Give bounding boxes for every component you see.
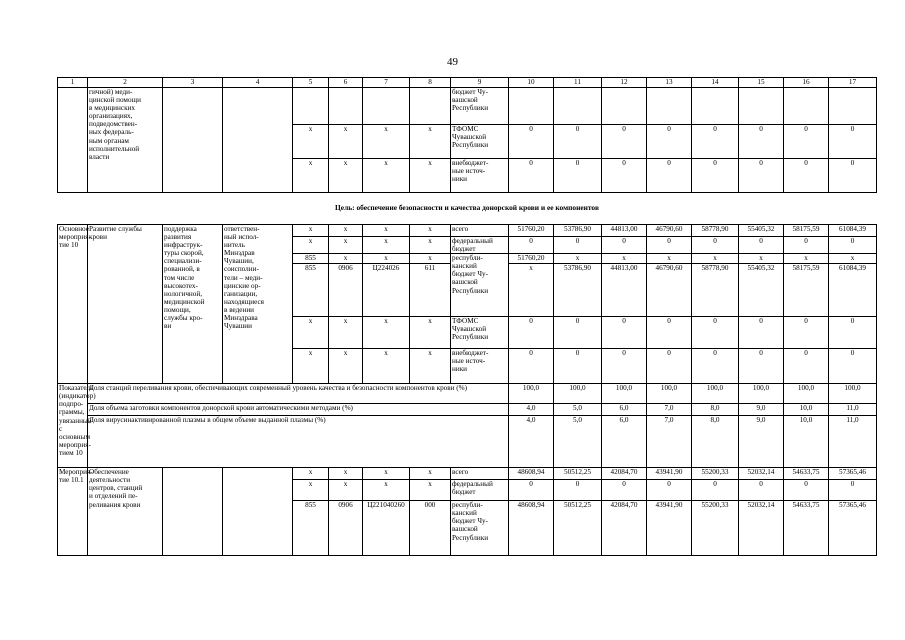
table-cell <box>163 88 223 193</box>
indicator-row <box>58 384 877 404</box>
value-cell: 0 <box>692 237 739 254</box>
value-cell: 0 <box>554 349 602 384</box>
code-cell: х <box>293 125 329 159</box>
event-number: Основное мероприя- тие 10 <box>58 225 88 384</box>
value-cell: 100,0 <box>554 384 602 404</box>
goal-heading: Цель: обеспечение безопасности и качества донорской крови и ее компонентов <box>58 193 877 225</box>
code-cell: х <box>363 349 410 384</box>
value-cell: 0 <box>784 237 829 254</box>
value-cell: 11,0 <box>829 404 877 416</box>
value-cell: 0 <box>829 317 877 349</box>
col-header: 1 <box>58 78 88 88</box>
value-cell: 0 <box>647 159 692 193</box>
value-cell: 43941,90 <box>647 468 692 480</box>
code-cell: х <box>293 225 329 237</box>
indicator-title: Показатель (индикатор) подпро- граммы, увязанный с основным мероприя- тием 10 <box>58 384 88 468</box>
value-cell: 50512,25 <box>554 468 602 480</box>
value-cell: 100,0 <box>829 384 877 404</box>
value-cell: 53786,90 <box>554 225 602 237</box>
value-cell: 0 <box>509 317 554 349</box>
value-cell: 5,0 <box>554 404 602 416</box>
col-header: 16 <box>784 78 829 88</box>
value-cell: 42084,70 <box>602 501 647 556</box>
value-cell: 0 <box>509 237 554 254</box>
table-cell <box>554 88 602 125</box>
value-cell: х <box>739 254 784 264</box>
table-row <box>58 88 877 125</box>
value-cell: 0 <box>784 317 829 349</box>
value-cell: 0 <box>739 349 784 384</box>
event-name: Обеспечение деятельности центров, станций и отделений пе- реливания крови <box>88 468 163 556</box>
value-cell: 0 <box>739 317 784 349</box>
code-cell: 0906 <box>329 501 363 556</box>
source-cell: внебюджет- ные источ- ники <box>451 159 509 193</box>
code-cell: х <box>410 225 451 237</box>
code-cell: х <box>293 159 329 193</box>
source-cell: ТФОМС Чувашской Республики <box>451 125 509 159</box>
header-row <box>58 78 877 88</box>
col-header: 7 <box>363 78 410 88</box>
value-cell: 0 <box>602 125 647 159</box>
event-executor: ответствен- ный испол- нитель Минздрав Чувашии, соисполни- тели – меди- цинские ор- ганизации, находящиеся в ведении Минздрава Чувашии <box>223 225 293 384</box>
value-cell: х <box>602 254 647 264</box>
value-cell: 7,0 <box>647 416 692 468</box>
value-cell: х <box>784 254 829 264</box>
value-cell: 0 <box>509 480 554 501</box>
value-cell: 51760,20 <box>509 254 554 264</box>
value-cell: 0 <box>602 317 647 349</box>
value-cell: 55405,32 <box>739 225 784 237</box>
value-cell: 58778,90 <box>692 264 739 317</box>
value-cell: 0 <box>829 237 877 254</box>
source-cell: ТФОМС Чувашской Республики <box>451 317 509 349</box>
value-cell: 46790,60 <box>647 225 692 237</box>
source-cell: бюджет Чу- вашской Республики <box>451 88 509 125</box>
value-cell: 0 <box>509 349 554 384</box>
code-cell: х <box>293 480 329 501</box>
code-cell: х <box>363 125 410 159</box>
event-number: Мероприя- тие 10.1 <box>58 468 88 556</box>
value-cell: 0 <box>554 237 602 254</box>
value-cell: 0 <box>739 237 784 254</box>
value-cell: х <box>829 254 877 264</box>
value-cell: 0 <box>692 159 739 193</box>
value-cell: 58778,90 <box>692 225 739 237</box>
value-cell: 0 <box>692 480 739 501</box>
table-cell <box>784 88 829 125</box>
code-cell: х <box>410 317 451 349</box>
value-cell: 0 <box>784 349 829 384</box>
value-cell: 100,0 <box>692 384 739 404</box>
code-cell: 855 <box>293 264 329 317</box>
value-cell: 0 <box>739 480 784 501</box>
code-cell: х <box>293 349 329 384</box>
col-header: 2 <box>88 78 163 88</box>
value-cell: 5,0 <box>554 416 602 468</box>
source-cell: всего <box>451 468 509 480</box>
code-cell: х <box>410 159 451 193</box>
code-cell: 0906 <box>329 264 363 317</box>
code-cell: х <box>329 159 363 193</box>
code-cell: х <box>410 237 451 254</box>
code-cell: х <box>410 349 451 384</box>
value-cell: 0 <box>784 159 829 193</box>
table-cell <box>223 468 293 556</box>
table-cell <box>509 88 554 125</box>
table-cell <box>410 88 451 125</box>
table-body <box>58 78 877 556</box>
table-cell <box>829 88 877 125</box>
value-cell: 6,0 <box>602 416 647 468</box>
code-cell: х <box>329 317 363 349</box>
value-cell: 0 <box>829 349 877 384</box>
code-cell: Ц224026 <box>363 264 410 317</box>
value-cell: 55200,33 <box>692 468 739 480</box>
code-cell: х <box>293 317 329 349</box>
value-cell: 0 <box>602 237 647 254</box>
value-cell: 9,0 <box>739 404 784 416</box>
value-cell: 100,0 <box>602 384 647 404</box>
code-cell: х <box>293 237 329 254</box>
value-cell: 51760,20 <box>509 225 554 237</box>
value-cell: 9,0 <box>739 416 784 468</box>
col-header: 14 <box>692 78 739 88</box>
value-cell: 0 <box>829 125 877 159</box>
col-header: 9 <box>451 78 509 88</box>
value-cell: 53786,90 <box>554 264 602 317</box>
code-cell: х <box>363 468 410 480</box>
value-cell: 8,0 <box>692 416 739 468</box>
value-cell: 100,0 <box>784 384 829 404</box>
value-cell: 0 <box>829 159 877 193</box>
value-cell: 100,0 <box>647 384 692 404</box>
table-cell <box>602 88 647 125</box>
code-cell: х <box>329 237 363 254</box>
col-header: 6 <box>329 78 363 88</box>
col-header: 4 <box>223 78 293 88</box>
indicator-row <box>58 416 877 468</box>
indicator-label: Доля станций переливания крови, обеспечивающих современный уровень качества и безопасности компонентов крови (%) <box>88 384 509 404</box>
value-cell: 58175,59 <box>784 225 829 237</box>
indicator-label: Доля объема заготовки компонентов донорской крови автоматическими методами (%) <box>88 404 509 416</box>
source-cell: федеральный бюджет <box>451 237 509 254</box>
table-cell <box>293 88 329 125</box>
col-header: 5 <box>293 78 329 88</box>
value-cell: 0 <box>554 159 602 193</box>
code-cell: х <box>410 254 451 264</box>
page-number: 49 <box>447 56 458 68</box>
table-row <box>58 225 877 237</box>
code-cell: х <box>363 159 410 193</box>
value-cell: 11,0 <box>829 416 877 468</box>
value-cell: 0 <box>829 480 877 501</box>
event-goal: поддержка развития инфраструк- туры скорой, специализи- рованной, в том числе высокотех- нологичной, медицинской помощи, службы кро- ви <box>163 225 223 384</box>
code-cell: 855 <box>293 501 329 556</box>
event-name: гичной) меди- цинской помощи в медицинских организациях, подведомствен- ных федераль- ным органам исполнительной власти <box>88 88 163 193</box>
source-cell: федеральный бюджет <box>451 480 509 501</box>
value-cell: 61084,39 <box>829 264 877 317</box>
value-cell: 4,0 <box>509 416 554 468</box>
value-cell: 0 <box>784 125 829 159</box>
code-cell: х <box>363 237 410 254</box>
value-cell: 0 <box>784 480 829 501</box>
indicator-row <box>58 404 877 416</box>
value-cell: 58175,59 <box>784 264 829 317</box>
indicator-label: Доля вирусинактивированной плазмы в общем объеме выданной плазмы (%) <box>88 416 509 468</box>
value-cell: 55405,32 <box>739 264 784 317</box>
event-name: Развитие службы крови <box>88 225 163 384</box>
value-cell: х <box>692 254 739 264</box>
col-header: 12 <box>602 78 647 88</box>
source-cell: республи- канский бюджет Чу- вашской Республики <box>451 254 509 317</box>
value-cell: 0 <box>739 159 784 193</box>
value-cell: 0 <box>739 125 784 159</box>
code-cell: х <box>329 125 363 159</box>
code-cell: Ц221040260 <box>363 501 410 556</box>
value-cell: 48608,94 <box>509 468 554 480</box>
code-cell: х <box>363 480 410 501</box>
value-cell: 0 <box>647 480 692 501</box>
value-cell: 100,0 <box>739 384 784 404</box>
code-cell: х <box>363 317 410 349</box>
table-cell <box>363 88 410 125</box>
table-cell <box>163 468 223 556</box>
code-cell: 000 <box>410 501 451 556</box>
source-cell: республи- канский бюджет Чу- вашской Республики <box>451 501 509 556</box>
code-cell: х <box>329 349 363 384</box>
col-header: 13 <box>647 78 692 88</box>
value-cell: 42084,70 <box>602 468 647 480</box>
value-cell: 0 <box>554 480 602 501</box>
value-cell: 6,0 <box>602 404 647 416</box>
value-cell: 52032,14 <box>739 468 784 480</box>
value-cell: 0 <box>692 317 739 349</box>
value-cell: 55200,33 <box>692 501 739 556</box>
value-cell: 0 <box>509 125 554 159</box>
value-cell: 57365,46 <box>829 468 877 480</box>
code-cell: х <box>293 468 329 480</box>
goal-row <box>58 193 877 225</box>
code-cell: х <box>410 480 451 501</box>
value-cell: 0 <box>692 349 739 384</box>
value-cell: 0 <box>602 349 647 384</box>
value-cell: 0 <box>554 317 602 349</box>
value-cell: 100,0 <box>509 384 554 404</box>
value-cell: 44813,00 <box>602 225 647 237</box>
col-header: 17 <box>829 78 877 88</box>
table-cell <box>647 88 692 125</box>
value-cell: 0 <box>647 125 692 159</box>
code-cell: 855 <box>293 254 329 264</box>
value-cell: 0 <box>647 317 692 349</box>
table-cell <box>329 88 363 125</box>
value-cell: 54633,75 <box>784 468 829 480</box>
value-cell: 57365,46 <box>829 501 877 556</box>
code-cell: х <box>363 225 410 237</box>
value-cell: 54633,75 <box>784 501 829 556</box>
code-cell: х <box>410 125 451 159</box>
table-cell <box>739 88 784 125</box>
table-cell <box>58 88 88 193</box>
value-cell: х <box>647 254 692 264</box>
code-cell: х <box>329 254 363 264</box>
code-cell: х <box>329 468 363 480</box>
value-cell: 48608,94 <box>509 501 554 556</box>
col-header: 15 <box>739 78 784 88</box>
col-header: 3 <box>163 78 223 88</box>
value-cell: 44813,00 <box>602 264 647 317</box>
value-cell: х <box>554 254 602 264</box>
code-cell: х <box>410 468 451 480</box>
value-cell: 61084,39 <box>829 225 877 237</box>
source-cell: всего <box>451 225 509 237</box>
table-cell <box>692 88 739 125</box>
value-cell: 46790,60 <box>647 264 692 317</box>
value-cell: 10,0 <box>784 416 829 468</box>
code-cell: х <box>329 225 363 237</box>
value-cell: 0 <box>647 349 692 384</box>
value-cell: 50512,25 <box>554 501 602 556</box>
value-cell: 8,0 <box>692 404 739 416</box>
code-cell: 611 <box>410 264 451 317</box>
value-cell: 52032,14 <box>739 501 784 556</box>
value-cell: 0 <box>554 125 602 159</box>
col-header: 10 <box>509 78 554 88</box>
value-cell: 10,0 <box>784 404 829 416</box>
value-cell: 7,0 <box>647 404 692 416</box>
value-cell: 0 <box>602 159 647 193</box>
table-row <box>58 468 877 480</box>
value-cell: х <box>509 264 554 317</box>
value-cell: 0 <box>509 159 554 193</box>
value-cell: 0 <box>692 125 739 159</box>
col-header: 8 <box>410 78 451 88</box>
value-cell: 0 <box>647 237 692 254</box>
table-cell <box>223 88 293 193</box>
value-cell: 4,0 <box>509 404 554 416</box>
code-cell: х <box>329 480 363 501</box>
program-table <box>57 77 877 556</box>
source-cell: внебюджет- ные источ- ники <box>451 349 509 384</box>
col-header: 11 <box>554 78 602 88</box>
value-cell: 43941,90 <box>647 501 692 556</box>
value-cell: 0 <box>602 480 647 501</box>
code-cell: х <box>363 254 410 264</box>
